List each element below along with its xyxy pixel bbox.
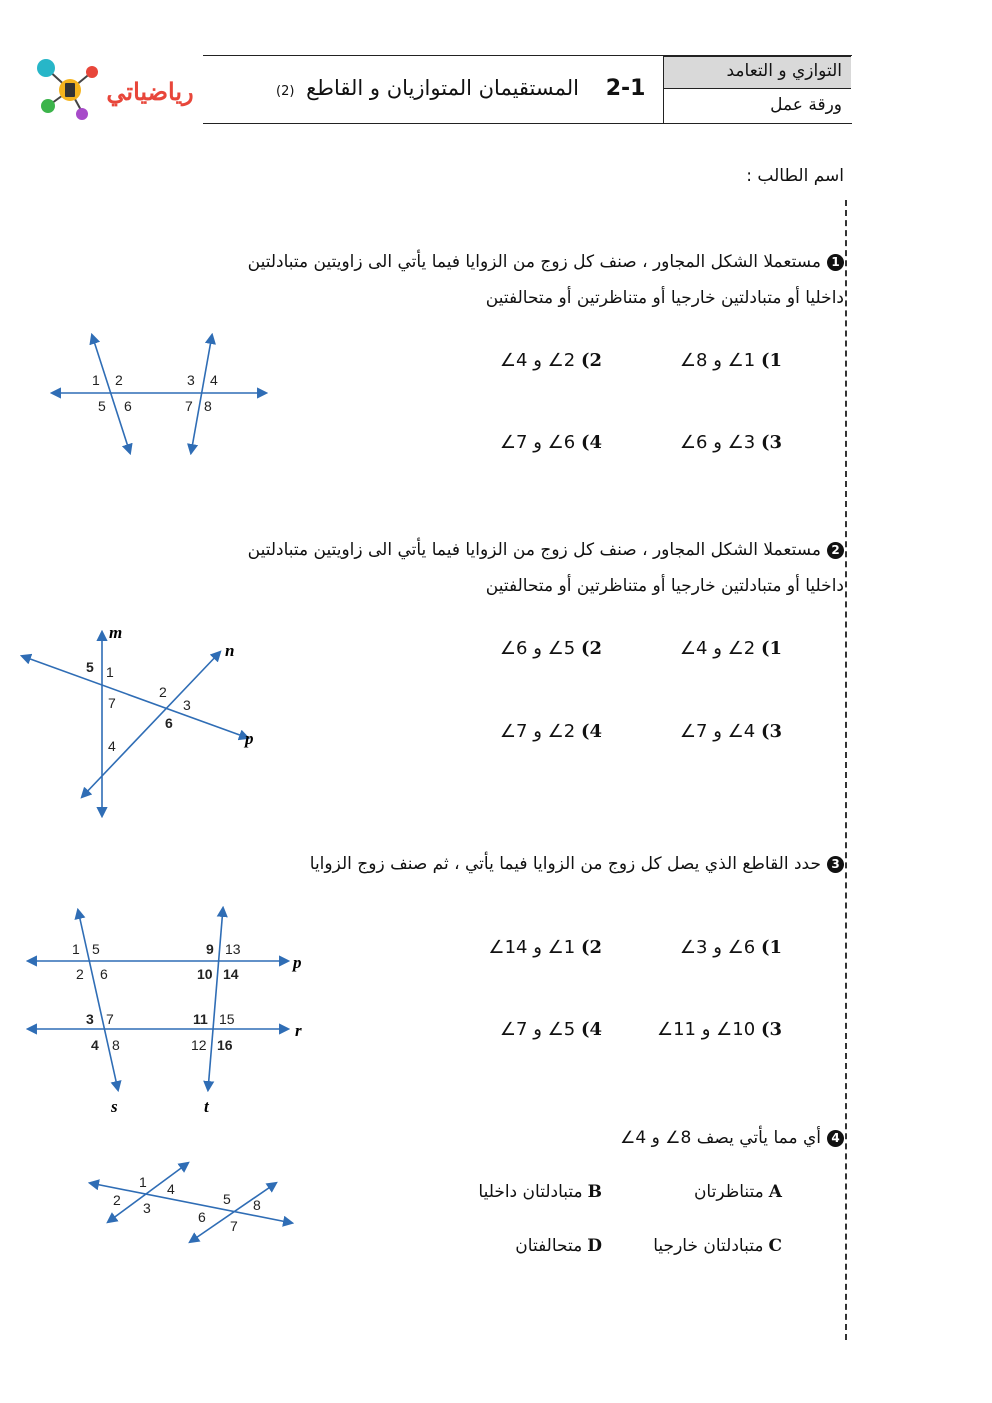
angle-label: 3 [86, 1011, 94, 1027]
line-p [22, 656, 248, 738]
angle-label: 14 [223, 966, 239, 982]
angle-label: 11 [193, 1011, 208, 1027]
angle-label: 2 [113, 1192, 121, 1208]
angle-label: 12 [191, 1037, 207, 1053]
angle-label: 6 [124, 398, 132, 414]
lesson-part: (2) [276, 84, 295, 99]
line-label: p [293, 953, 302, 972]
question-1 [248, 244, 844, 316]
angle-label: 5 [86, 659, 94, 675]
logo-text: رياضياتي [106, 79, 194, 106]
transversal-right [191, 335, 212, 453]
angle-label: 8 [204, 398, 212, 414]
q4-option-d[interactable]: Dمتحالفتان [515, 1236, 602, 1256]
angle-label: 1 [139, 1174, 147, 1190]
lesson-number: 2-1 [605, 76, 646, 101]
question-marker: 1 [827, 254, 844, 271]
q4-figure [80, 1155, 302, 1250]
angle-label: 3 [187, 372, 195, 388]
angle-label: 4 [210, 372, 218, 388]
angle-label: 6 [198, 1209, 206, 1225]
q3-item-4: 4) 5∠ و 7∠ [499, 1019, 602, 1040]
line-label: s [111, 1097, 118, 1116]
angle-label: 1 [72, 941, 80, 957]
lesson-title-block [276, 76, 659, 101]
line-label: p [245, 729, 254, 748]
q2-item-4: 4) 2∠ و 7∠ [499, 721, 602, 742]
question-2 [248, 532, 844, 604]
question-marker: 2 [827, 542, 844, 559]
q3-item-3: 3) 10∠ و 11∠ [656, 1019, 782, 1040]
question-marker: 3 [827, 856, 844, 873]
question-text-line1: مستعملا الشكل المجاور ، صنف كل زوج من الزوايا فيما يأتي الى زاويتين متبادلتين [247, 540, 821, 560]
q1-figure [40, 325, 280, 465]
q4-option-c[interactable]: Cمتبادلتان خارجيا [653, 1236, 782, 1256]
question-text-line1: مستعملا الشكل المجاور ، صنف كل زوج من الزوايا فيما يأتي الى زاويتين متبادلتين [247, 252, 821, 272]
angle-label: 5 [223, 1191, 231, 1207]
angle-label: 3 [143, 1200, 151, 1216]
q2-item-3: 3) 4∠ و 7∠ [679, 721, 782, 742]
line-s [78, 910, 118, 1090]
question-3 [310, 846, 844, 882]
transversal-left [92, 335, 130, 453]
angle-label: 7 [106, 1011, 114, 1027]
angle-label: 4 [91, 1037, 99, 1053]
q1-item-4: 4) 6∠ و 7∠ [499, 432, 602, 453]
q2-figure [14, 620, 280, 825]
line-label: n [225, 641, 235, 660]
line-t [208, 908, 223, 1090]
angle-label: 1 [106, 664, 114, 680]
q3-item-1: 1) 6∠ و 3∠ [679, 937, 782, 958]
angle-label: 5 [98, 398, 106, 414]
question-text-line2: داخليا أو متبادلتين خارجيا أو متناظرتين أو متحالفتين [485, 288, 844, 308]
q3-item-2: 2) 1∠ و 14∠ [488, 937, 602, 958]
logo [32, 56, 194, 126]
dashed-margin-line [845, 200, 847, 1340]
q2-item-1: 1) 2∠ و 4∠ [679, 638, 782, 659]
line-label: r [295, 1021, 302, 1040]
angle-label: 9 [206, 941, 214, 957]
chapter-title: التوازي و التعامد [726, 61, 842, 81]
q1-item-1: 1) 1∠ و 8∠ [679, 350, 782, 371]
sheet-type: ورقة عمل [770, 95, 842, 115]
question-4 [620, 1120, 844, 1156]
angle-label: 1 [92, 372, 100, 388]
q3-figure [20, 900, 320, 1120]
angle-label: 8 [112, 1037, 120, 1053]
angle-label: 10 [197, 966, 213, 982]
angle-label: 7 [108, 695, 116, 711]
angle-label: 13 [225, 941, 241, 957]
q1-item-2: 2) 2∠ و 4∠ [499, 350, 602, 371]
angle-label: 6 [100, 966, 108, 982]
angle-label: 7 [185, 398, 193, 414]
angle-label: 15 [219, 1011, 235, 1027]
angle-label: 2 [115, 372, 123, 388]
q4-option-a[interactable]: Aمتناظرتان [693, 1182, 782, 1202]
q2-item-2: 2) 5∠ و 6∠ [499, 638, 602, 659]
q4-option-b[interactable]: Bمتبادلتان داخليا [478, 1182, 602, 1202]
angle-label: 6 [165, 715, 173, 731]
angle-label: 16 [217, 1037, 233, 1053]
angle-label: 8 [253, 1197, 261, 1213]
question-marker: 4 [827, 1130, 844, 1147]
angle-label: 5 [92, 941, 100, 957]
question-text-line1: حدد القاطع الذي يصل كل زوج من الزوايا فيما يأتي ، ثم صنف زوج الزوايا [309, 854, 821, 874]
angle-label: 2 [159, 684, 167, 700]
angle-label: 7 [230, 1218, 238, 1234]
angle-label: 2 [76, 966, 84, 982]
question-text-line1: أي مما يأتي يصف 8∠ و 4∠ [620, 1128, 821, 1148]
q1-item-3: 3) 3∠ و 6∠ [679, 432, 782, 453]
lesson-title: المستقيمان المتوازيان و القاطع [306, 76, 579, 100]
question-text-line2: داخليا أو متبادلتين خارجيا أو متناظرتين أو متحالفتين [485, 576, 844, 596]
angle-label: 4 [108, 738, 116, 754]
angle-label: 3 [183, 697, 191, 713]
line-label: m [109, 623, 123, 642]
angle-label: 4 [167, 1181, 175, 1197]
student-name-label: اسم الطالب : [746, 166, 844, 186]
line-label: t [204, 1097, 209, 1116]
